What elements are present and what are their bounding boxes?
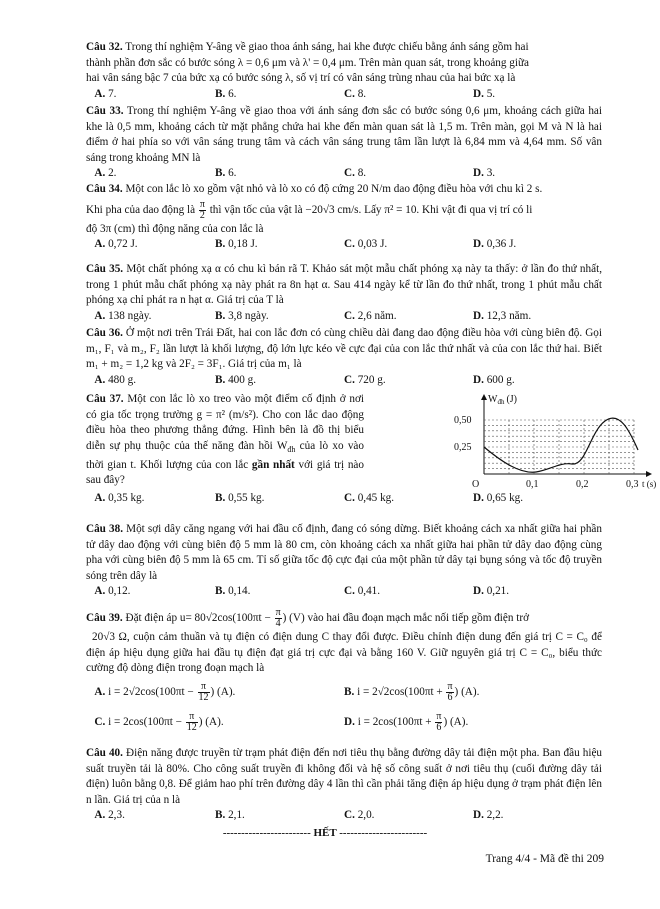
option-a: A. i = 2√2cos(100πt − $\frac{\pi}{12}$ ) (A). (94, 680, 236, 703)
answer-options (86, 166, 602, 182)
option-c: C. 0,45 kg. (344, 491, 395, 504)
y-axis-label: $W_{đh}$ (J) (488, 394, 518, 406)
question-32 (86, 40, 602, 102)
question-text: Một sợi dây căng ngang với hai đầu cố định, đang có sóng dừng. Biết khoảng cách xa nhất giữa hai phần tử dây dao động với cùng biên độ 5 mm là 80 cm, còn khoảng cách xa nhất giữa hai phần tử dây dao động cùng pha với cùng biên độ 5 mm là 65 cm. Tỉ số giữa tốc độ cực đại của một phần tử dây tại bụng sóng và tốc độ truyền sóng trên dây là (86, 523, 602, 582)
question-text: Trong thí nghiệm Y-âng về giao thoa với ánh sáng đơn sắc có bước sóng 0,6 μm, khoảng cách giữa hai khe là 0,5 mm, khoảng cách từ mặt phẳng chứa hai khe đến màn quan sát là 1,5 m. Trên màn, gọi M và N là hai điểm ở hai phía so với vân sáng trung tâm và cách vân sáng trung tâm lần lượt là 6,84 mm và 4,64 mm. Số vân sáng trong khoảng MN là (86, 105, 602, 164)
option-d: D. 5. (473, 87, 496, 100)
y-tick-label: 0,50 (454, 415, 472, 426)
option-d: D. 12,3 năm. (473, 309, 532, 322)
question-number: Câu 38. (86, 523, 123, 535)
option-c: C. i = 2cos(100πt − $\frac{\pi}{12}$ ) (A). (94, 710, 224, 733)
option-c: C. 8. (344, 167, 367, 180)
x-axis-arrow (646, 471, 652, 477)
end-marker: ------------------------ HẾT ------------------------ (222, 827, 428, 839)
option-d: D. 0,21. (473, 585, 510, 598)
option-a: A. 138 ngày. (94, 309, 152, 322)
question-number: Câu 39. (86, 612, 123, 624)
question-text: Một chất phóng xạ α có chu kì bán rã T. Khảo sát một mẫu chất phóng xạ này ta thấy: ở lần đo thứ nhất, trong 1 phút mẫu chất phóng xạ này phát ra 8n hạt α. Sau 414 ngày kể từ lần đo thứ nhất, trong 1 phút mẫu chất phóng xạ chỉ phát ra n hạt α. Giá trị của T là (86, 263, 602, 307)
option-b: B. 0,14. (215, 585, 251, 598)
question-text: Ở một nơi trên Trái Đất, hai con lắc đơn có cùng chiều dài đang dao động điều hòa với cùng biên độ. Gọi m₁, F₁ và m₂, F₂ lần lượt là khối lượng, độ lớn lực kéo về cực đại của con lắc thứ nhất và của con lắc thứ hai. Biết m₁ + m₂ = 1,2 kg và 2F₂ = 3F₁. Giá trị của m₁ là (86, 327, 602, 371)
answer-options (86, 373, 602, 389)
question-number: Câu 40. (86, 747, 123, 759)
option-a: A. 7. (94, 87, 117, 100)
option-d: D. 600 g. (473, 373, 515, 386)
option-b: B. 0,18 J. (215, 238, 258, 251)
answer-options (86, 309, 602, 325)
x-tick-label: 0,3 (626, 479, 639, 490)
question-text: Điện năng được truyền từ trạm phát điện đến nơi tiêu thụ bằng đường dây tải điện một pha. Ban đầu hiệu suất truyền tải là 80%. Cho công suất truyền đi không đổi và hệ số công suất ở nơi tiêu thụ (cuối đường dây tải điện) luôn bằng 0,8. Để giảm hao phí trên đường dây 4 lần thì cần phải tăng điện áp hiệu dụng ở trạm phát điện lên n lần. Giá trị của n là (86, 747, 603, 806)
question-number: Câu 32. (86, 41, 123, 53)
question-number: Câu 35. (86, 263, 124, 275)
question-text: hai vân sáng bậc 7 của bức xạ có bước sóng λ, số vị trí có vân sáng trùng nhau của hai bức xạ là (86, 72, 516, 85)
option-b: B. i = 2√2cos(100πt + $\frac{\pi}{6}$ ) (A). (344, 680, 480, 703)
option-d: D. i = 2cos(100πt + $\frac{\pi}{6}$ ) (A). (344, 710, 469, 733)
option-c: C. 720 g. (344, 373, 386, 386)
question-36 (86, 326, 602, 388)
answer-options (86, 237, 602, 253)
option-c: C. 2,6 năm. (344, 309, 397, 322)
option-b: B. 400 g. (215, 373, 257, 386)
question-number: Câu 36. (86, 327, 123, 339)
answer-options (86, 491, 602, 507)
option-d: D. 2,2. (473, 809, 504, 822)
question-text: Trong thí nghiệm Y-âng về giao thoa ánh sáng, hai khe được chiếu bằng ánh sáng gồm hai (125, 41, 529, 53)
x-tick-label: 0,1 (526, 479, 539, 490)
question-text: 20√3 Ω, cuộn cảm thuần và tụ điện có điện dung C thay đổi được. Điều chỉnh điện dung đến giá trị C = C₀ để điện áp hiệu dụng giữa hai đầu tụ điện đạt giá trị cực đại và bằng 160 V. Giữ nguyên giá trị C = C₀, biểu thức cường độ dòng điện trong đoạn mạch là (86, 631, 602, 675)
question-text: thành phần đơn sắc có bước sóng λ = 0,6 μm và λ' = 0,4 μm. Trên màn quan sát, trong khoảng giữa (86, 56, 529, 69)
question-number: Câu 33. (86, 105, 124, 117)
option-a: A. 0,72 J. (94, 238, 138, 251)
option-c: C. 2,0. (344, 809, 375, 822)
option-a: A. 0,12. (94, 585, 131, 598)
energy-time-graph (450, 392, 660, 492)
question-35 (86, 262, 602, 324)
answer-options (86, 710, 602, 734)
answer-options (86, 87, 602, 103)
answer-options (86, 808, 602, 824)
x-tick-label: 0,2 (576, 479, 589, 490)
question-text: Một con lắc lò xo treo vào một điểm cố định ở nơi có gia tốc trọng trường g = π² (m/s²). Cho con lắc dao động điều hòa theo phương thẳng đứng. Hình bên là đồ thị biểu diễn sự phụ thuộc của thế năng đàn hồi W (86, 393, 364, 452)
option-a: A. 480 g. (94, 373, 137, 386)
option-d: D. 0,36 J. (473, 238, 517, 251)
option-c: C. 8. (344, 87, 367, 100)
y-axis-arrow (481, 394, 487, 400)
option-a: A. 2. (94, 167, 117, 180)
option-d: D. 0,65 kg. (473, 491, 524, 504)
page-footer: Trang 4/4 - Mã đề thi 209 (485, 853, 604, 865)
origin-label: O (472, 479, 480, 490)
question-number: Câu 34. (86, 183, 123, 195)
option-b: B. 0,55 kg. (215, 491, 265, 504)
option-b: B. 6. (215, 167, 237, 180)
fraction: $\frac{\pi}{4}$ (275, 606, 281, 629)
question-33 (86, 104, 602, 182)
fraction: $\frac{\pi}{2}$ (199, 198, 205, 221)
question-38 (86, 522, 602, 600)
question-34: Câu 34. Một con lắc lò xo gồm vật nhỏ và lò xo có độ cứng 20 N/m dao động điều hòa với chu kì 2 s. Khi pha của dao động là $\frac{\pi}{2}$ thì vận tốc của vật là −20√3 cm/s. Lấy π² = 10. Khi vật đi qua vị trí có li độ 3π (cm) thì động năng của con lắc là A. 0,72 J. B. 0,18 J. C. 0,03 J. D. 0,36 J. (86, 182, 602, 253)
answer-options (86, 584, 602, 600)
option-b: B. 2,1. (215, 809, 245, 822)
option-c: C. 0,03 J. (344, 238, 388, 251)
question-39: Câu 39. Đặt điện áp u= 80√2cos(100πt − $\frac{\pi}{4}$ ) (V) vào hai đầu đoạn mạch mắc nối tiếp gồm điện trở 20√3 Ω, cuộn cảm thuần và tụ điện có điện dung C thay đổi được. Điều chỉnh điện dung đến giá trị C = C₀ để điện áp hiệu dụng giữa hai đầu tụ điện đạt giá trị cực đại và bằng 160 V. Giữ nguyên giá trị C = C₀, biểu thức cường độ dòng điện trong đoạn mạch là A. i = 2√2cos(100πt − $\frac{\pi}{12}$ ) (A). B. i = 2√2cos(100πt + $\frac{\pi}{6}$ ) (A). C. i = 2cos(100πt − $\frac{\pi}{12}$ ) (A). D. i = 2cos(100πt + $\frac{\pi}{6}$ ) (A). (86, 606, 602, 733)
y-tick-label: 0,25 (454, 442, 472, 453)
energy-curve (484, 418, 638, 472)
x-axis-label: t (s) (642, 479, 657, 489)
question-number: Câu 37. (86, 393, 124, 405)
option-d: D. 3. (473, 167, 496, 180)
question-text: độ 3π (cm) thì động năng của con lắc là (86, 222, 264, 235)
option-b: B. 3,8 ngày. (215, 309, 269, 322)
option-b: B. 6. (215, 87, 237, 100)
question-40 (86, 746, 602, 824)
option-a: A. 0,35 kg. (94, 491, 145, 504)
option-a: A. 2,3. (94, 809, 125, 822)
question-text: Một con lắc lò xo gồm vật nhỏ và lò xo có độ cứng 20 N/m dao động điều hòa với chu kì 2 s. (125, 183, 543, 195)
answer-options (86, 680, 602, 704)
question-37: Câu 37. Một con lắc lò xo treo vào một điểm cố định ở nơi có gia tốc trọng trường g = π² (m/s²). Cho con lắc dao động điều hòa theo phương thẳng đứng. Hình bên là đồ thị biểu diễn sự phụ thuộc của thế năng đàn hồi $W_{đh}$ của lò xo vào thời gian t. Khối lượng của con lắc gần nhất với giá trị nào sau đây? 0,50 0,25 O 0,1 0,2 0,3 t (s) $W_{đh}$ (J) A. 0,35 kg. B. 0,55 kg. C. 0,45 kg. D. 0,65 kg. (86, 392, 602, 506)
option-c: C. 0,41. (344, 585, 381, 598)
